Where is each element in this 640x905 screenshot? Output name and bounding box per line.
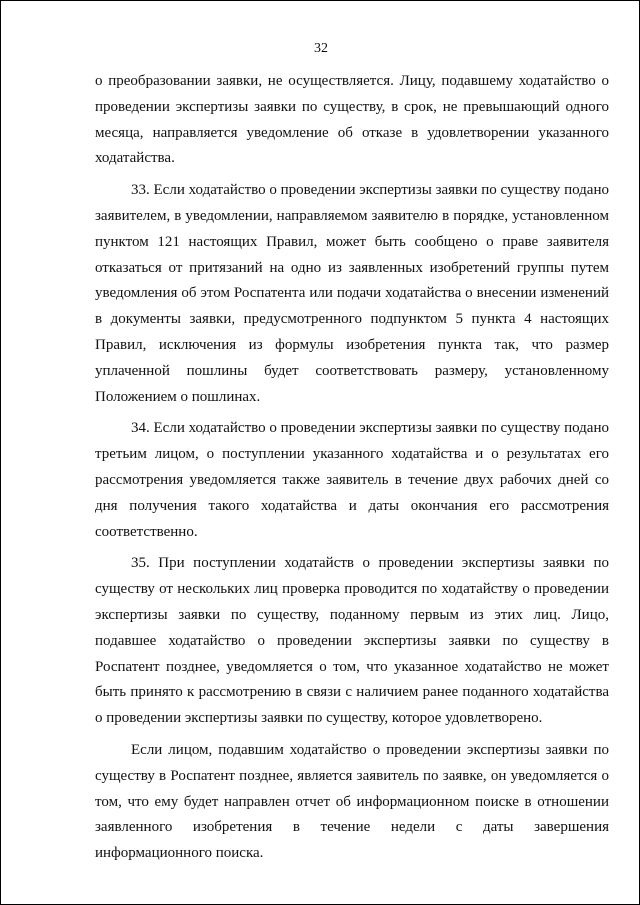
- paragraph-continuation: о преобразовании заявки, не осуществляется. Лицу, подавшему ходатайство о проведении экспертизы заявки по существу, в срок, не превышающий одного месяца, направляется уведомление об отказе в удовлетворении указанного ходатайства.: [95, 73, 609, 167]
- paragraph-35-continued: Если лицом, подавшим ходатайство о проведении экспертизы заявки по существу в Роспатент позднее, является заявитель по заявке, он уведомляется о том, что ему будет направлен отчет об информационном поиске в отношении заявленного изобретения в течение недели с даты завершения информационного поиска.: [95, 741, 609, 862]
- paragraph-33: 33. Если ходатайство о проведении экспертизы заявки по существу подано заявителем, в уведомлении, направляемом заявителю в порядке, установленном пунктом 121 настоящих Правил, может быть сообщено о праве заявителя отказаться от притязаний на одно из заявленных изобретений группы путем уведомления об этом Роспатента или подачи ходатайства о внесении изменений в документы заявки, предусмотренного подпунктом 5 пункта 4 настоящих Правил, исключения из формулы изобретения пункта так, что размер уплаченной пошлины будет соответствовать размеру, установленному Положением о пошлинах.: [95, 182, 609, 405]
- page-number: 32: [314, 41, 328, 56]
- paragraph-34: 34. Если ходатайство о проведении экспертизы заявки по существу подано третьим лицом, о поступлении указанного ходатайства и о результатах его рассмотрения уведомляется также заявитель в течение двух рабочих дней со дня получения такого ходатайства и даты окончания его рассмотрения соответственно.: [95, 420, 609, 540]
- paragraph-35: 35. При поступлении ходатайств о проведении экспертизы заявки по существу от нескольких лиц проверка проводится по ходатайству о проведении экспертизы заявки по существу, поданному первым из этих лиц. Лицо, подавшее ходатайство о проведении экспертизы заявки по существу в Роспатент позднее, уведомляется о том, что указанное ходатайство не может быть принято к рассмотрению в связи с наличием ранее поданного ходатайства о проведении экспертизы заявки по существу, которое удовлетворено.: [95, 555, 609, 727]
- document-body: [95, 69, 609, 867]
